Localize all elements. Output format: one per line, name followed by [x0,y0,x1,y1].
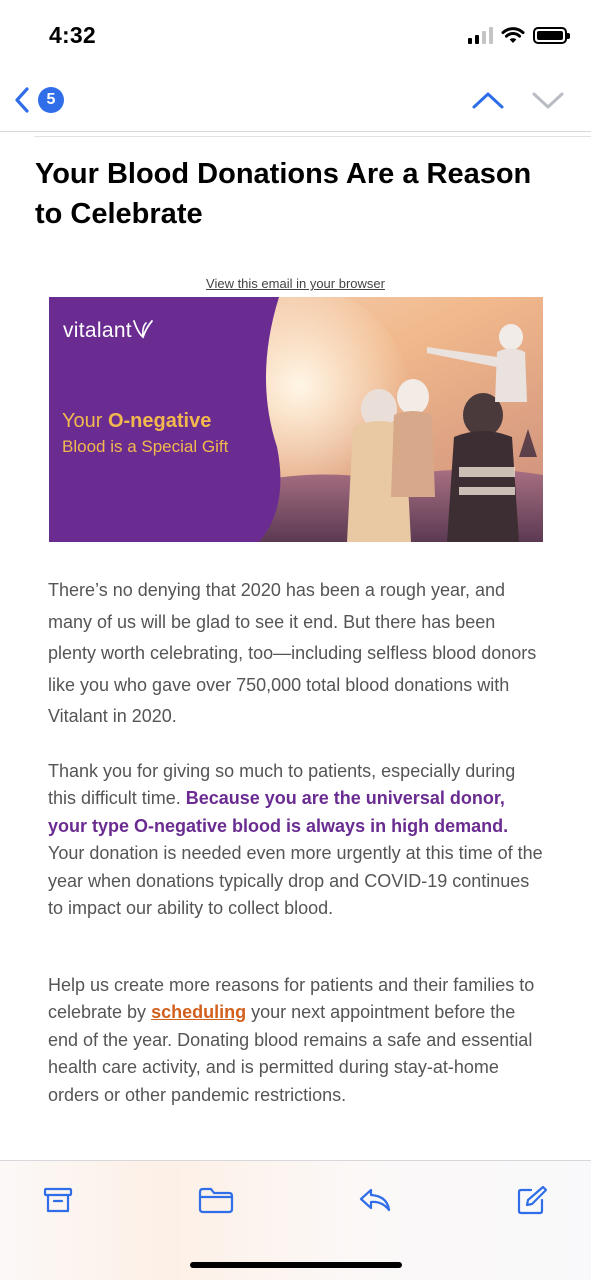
scheduling-link[interactable]: scheduling [151,1002,247,1023]
chevron-down-icon [532,91,564,109]
back-button[interactable] [14,82,84,118]
status-bar [0,0,591,70]
folder-icon [198,1186,234,1214]
next-message-button[interactable] [528,82,568,118]
body-paragraph-3: Help us create more reasons for patients and their families to celebrate by scheduling your next appointment before the end of the year. Donating blood remains a safe and essential health care activity, and is permitted during stay-at-home orders or other pandemic restrictions. [48,975,535,1105]
vitalant-logo: vitalant [63,319,154,343]
status-time: 4:32 [49,22,96,48]
hero-banner [49,297,543,542]
reply-button[interactable] [355,1183,395,1217]
cellular-signal-icon [468,26,493,44]
archive-icon [43,1186,73,1214]
status-icons [468,24,567,46]
mail-nav-bar [0,70,591,132]
unread-count-badge: 5 [38,87,64,113]
home-indicator[interactable] [190,1262,402,1268]
back-chevron-icon [14,86,30,114]
wifi-icon [501,26,525,44]
emphasis-text: Because you are the universal donor, your type O-negative blood is always in high demand. [48,788,509,836]
reply-icon [358,1186,392,1214]
move-to-folder-button[interactable] [196,1183,236,1217]
chevron-up-icon [472,91,504,109]
battery-icon [533,27,567,44]
hero-headline: Your O-negative [62,410,212,432]
body-paragraph-1: There’s no denying that 2020 has been a rough year, and many of us will be glad to see it end. But there has been plenty worth celebrating, too—including selfless blood donors like you who gave over 750,000 total blood donations with Vitalant in 2020. [48,580,537,726]
vitalant-leaf-icon [132,319,154,339]
compose-button[interactable] [512,1183,552,1217]
compose-icon [516,1185,548,1215]
view-in-browser-link[interactable]: View this email in your browser [206,276,385,291]
header-divider [34,136,591,137]
hero-subline: Blood is a Special Gift [62,437,229,456]
archive-button[interactable] [38,1183,78,1217]
body-paragraph-2: Thank you for giving so much to patients, especially during this difficult time. Because you are the universal donor, your type O-negative blood is always in high demand. Your donation is needed even more urgently at this time of the year when donations typically drop and COVID-19 continues to impact our ability to collect blood. [48,761,543,919]
previous-message-button[interactable] [468,82,508,118]
email-subject: Your Blood Donations Are a Reason to Celebrate [35,158,532,230]
